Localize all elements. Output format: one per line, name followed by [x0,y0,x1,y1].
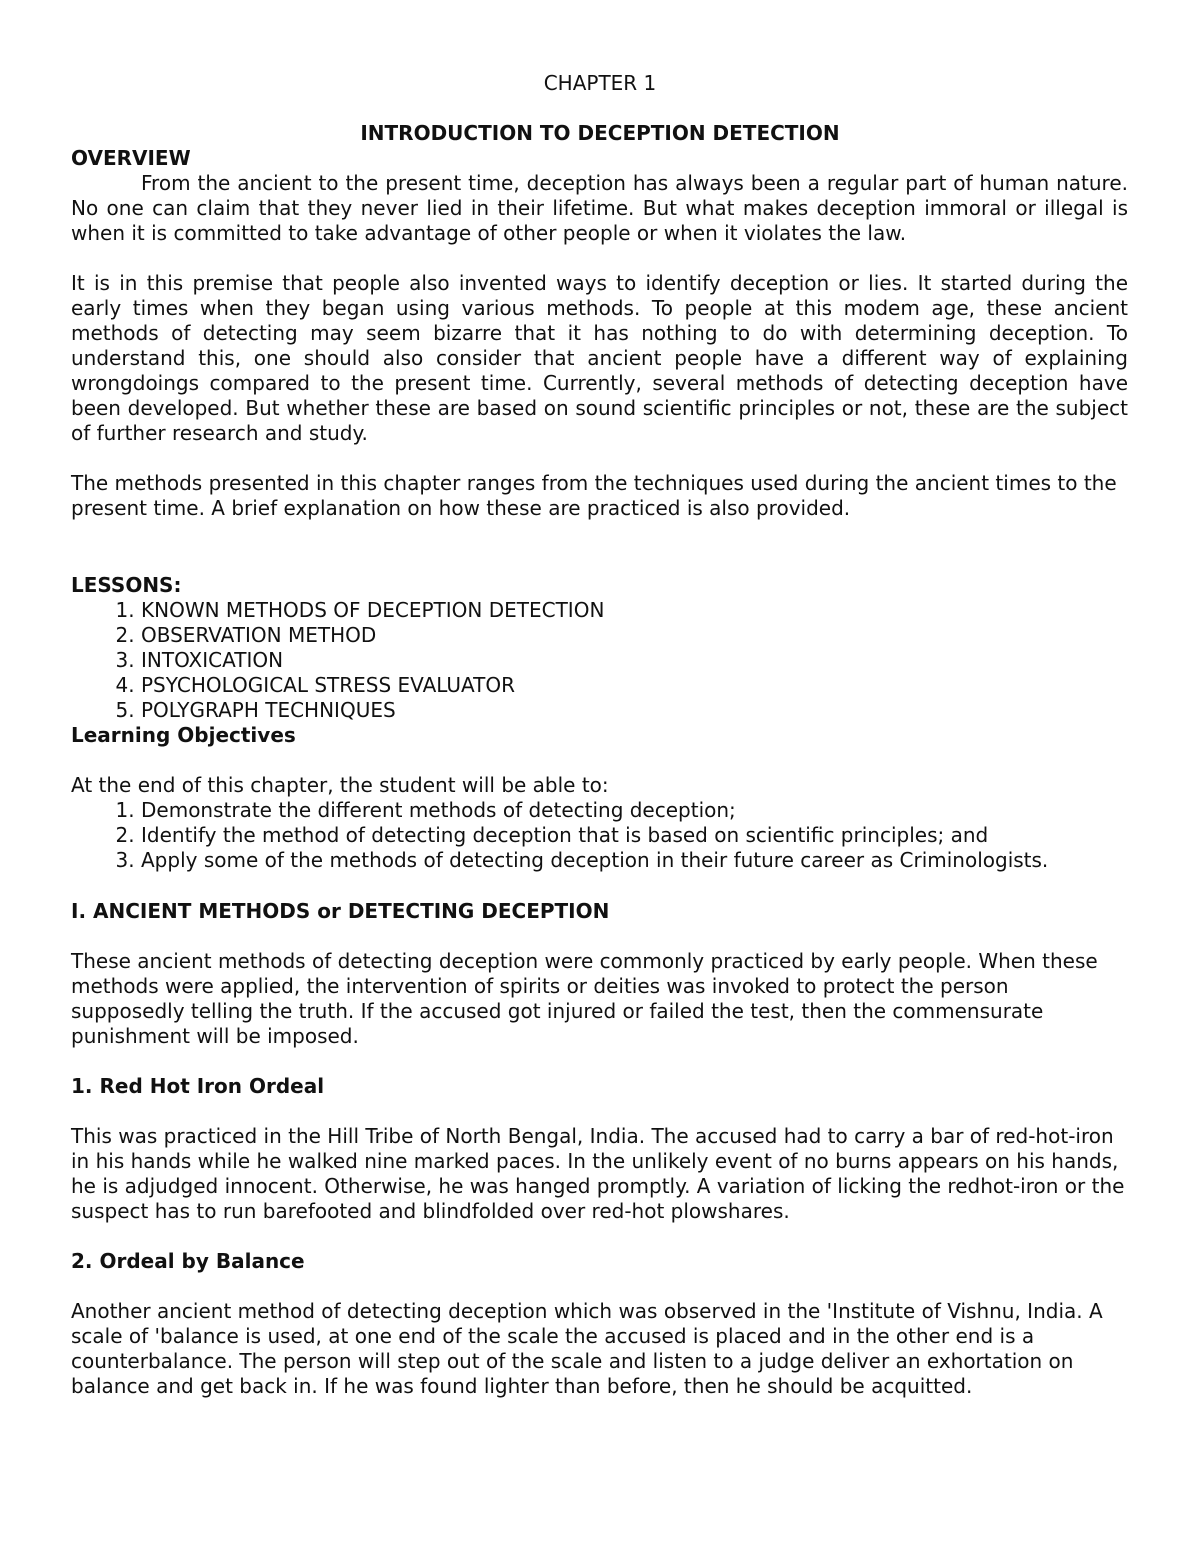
list-item: 1. KNOWN METHODS OF DECEPTION DETECTION [141,598,1128,623]
section1-heading: I. ANCIENT METHODS or DETECTING DECEPTION [71,899,610,923]
list-item: 3. Apply some of the methods of detecting deception in their future career as Criminologists. [141,848,1128,873]
list-item: 2. Identify the method of detecting deception that is based on scientific principles; and [141,823,1128,848]
method2-text: Another ancient method of detecting deception which was observed in the 'Institute of Vishnu, India. A scale of 'balance is used, at one end of the scale the accused is placed and in the other end is a counterbalance. The person will step out of the scale and listen to a judge deliver an exhortation on balance and get back in. If he was found lighter than before, then he should be acquitted. [71,1299,1103,1398]
list-item: 3. INTOXICATION [141,648,1128,673]
list-item: 4. PSYCHOLOGICAL STRESS EVALUATOR [141,673,1128,698]
ancient-methods-section [71,899,1128,1399]
overview-paragraph-1: From the ancient to the present time, deception has always been a regular part of human nature. No one can claim that they never lied in their lifetime. But what makes deception immoral or illegal is when it is committed to take advantage of other people or when it violates the law. [71,171,1128,245]
lessons-list [71,598,1128,723]
objectives-list [71,798,1128,873]
objectives-heading: Learning Objectives [71,723,296,747]
objectives-intro: At the end of this chapter, the student will be able to: [71,773,609,797]
list-item: 5. POLYGRAPH TECHNIQUES [141,698,1128,723]
overview-heading: OVERVIEW [71,146,191,170]
chapter-label: CHAPTER 1 [543,71,657,95]
method2-heading: 2. Ordeal by Balance [71,1249,305,1273]
overview-paragraph-3: The methods presented in this chapter ranges from the techniques used during the ancient times to the present time. A brief explanation on how these are practiced is also provided. [71,471,1117,520]
method1-heading: 1. Red Hot Iron Ordeal [71,1074,325,1098]
overview-paragraph-2: It is in this premise that people also invented ways to identify deception or lies. It started during the early times when they began using various methods. To people at this modem age, these ancient methods of detecting may seem bizarre that it has nothing to do with determining deception. To understand this, one should also consider that ancient people have a different way of explaining wrongdoings compared to the present time. Currently, several methods of detecting deception have been developed. But whether these are based on sound scientific principles or not, these are the subject of further research and study. [71,271,1128,445]
list-item: 1. Demonstrate the different methods of detecting deception; [141,798,1128,823]
lessons-section [71,573,1128,873]
list-item: 2. OBSERVATION METHOD [141,623,1128,648]
lessons-heading: LESSONS: [71,573,182,597]
overview-section [71,146,1128,521]
method1-text: This was practiced in the Hill Tribe of North Bengal, India. The accused had to carry a bar of red-hot-iron in his hands while he walked nine marked paces. In the unlikely event of no burns appears on his hands, he is adjudged innocent. Otherwise, he was hanged promptly. A variation of licking the redhot-iron or the suspect has to run barefooted and blindfolded over red-hot plowshares. [71,1124,1125,1223]
section1-text: These ancient methods of detecting deception were commonly practiced by early people. When these methods were applied, the intervention of spirits or deities was invoked to protect the person supposedly telling the truth. If the accused got injured or failed the test, then the commensurate punishment will be imposed. [71,949,1098,1048]
chapter-title: INTRODUCTION TO DECEPTION DETECTION [360,121,840,145]
